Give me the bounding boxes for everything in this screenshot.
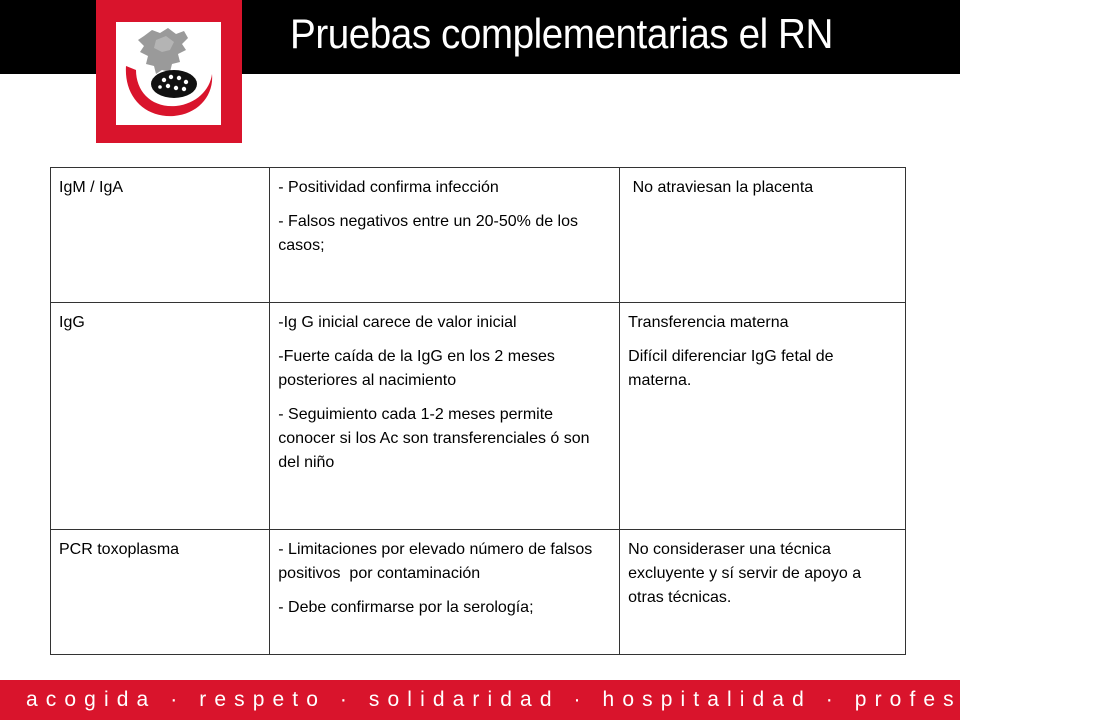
notes-cell [270, 530, 620, 655]
test-name: IgM / IgA [59, 179, 124, 196]
remark-text: No atraviesan la placenta [628, 179, 814, 196]
note-text: - Limitaciones por elevado número de falsos positivos por contaminación [278, 541, 597, 582]
table-row [51, 530, 906, 655]
test-name: PCR toxoplasma [59, 541, 180, 558]
note-text: - Falsos negativos entre un 20-50% de los casos; [278, 213, 579, 254]
remarks-cell [620, 303, 906, 530]
remark-text: Transferencia materna [628, 314, 789, 331]
table-row [51, 303, 906, 530]
footer-bar [0, 680, 1119, 720]
note-text: -Fuerte caída de la IgG en los 2 meses posteriores al nacimiento [278, 348, 555, 389]
remark-text: No consideraser una técnica excluyente y sí servir de apoyo a otras técnicas. [628, 541, 862, 606]
hospital-logo-icon [96, 0, 242, 143]
test-name: IgG [59, 314, 85, 331]
table-row [51, 168, 906, 303]
test-cell [51, 530, 270, 655]
note-text: - Seguimiento cada 1-2 meses permite conocer si los Ac son transferenciales ó son del niño [278, 406, 590, 471]
logo [96, 0, 242, 143]
test-cell [51, 168, 270, 303]
remarks-cell [620, 168, 906, 303]
remark-text: Difícil diferenciar IgG fetal de materna. [628, 348, 834, 389]
note-text: - Positividad confirma infección [278, 179, 499, 196]
note-text: - Debe confirmarse por la serología; [278, 599, 534, 616]
notes-cell [270, 303, 620, 530]
notes-cell [270, 168, 620, 303]
note-text: -Ig G inicial carece de valor inicial [278, 314, 517, 331]
info-table [50, 167, 906, 655]
page-title: Pruebas complementarias el RN [290, 10, 833, 57]
test-cell [51, 303, 270, 530]
remarks-cell [620, 530, 906, 655]
footer-values: acogida · respeto · solidaridad · hospitalidad · profesionalidad [26, 688, 1119, 711]
